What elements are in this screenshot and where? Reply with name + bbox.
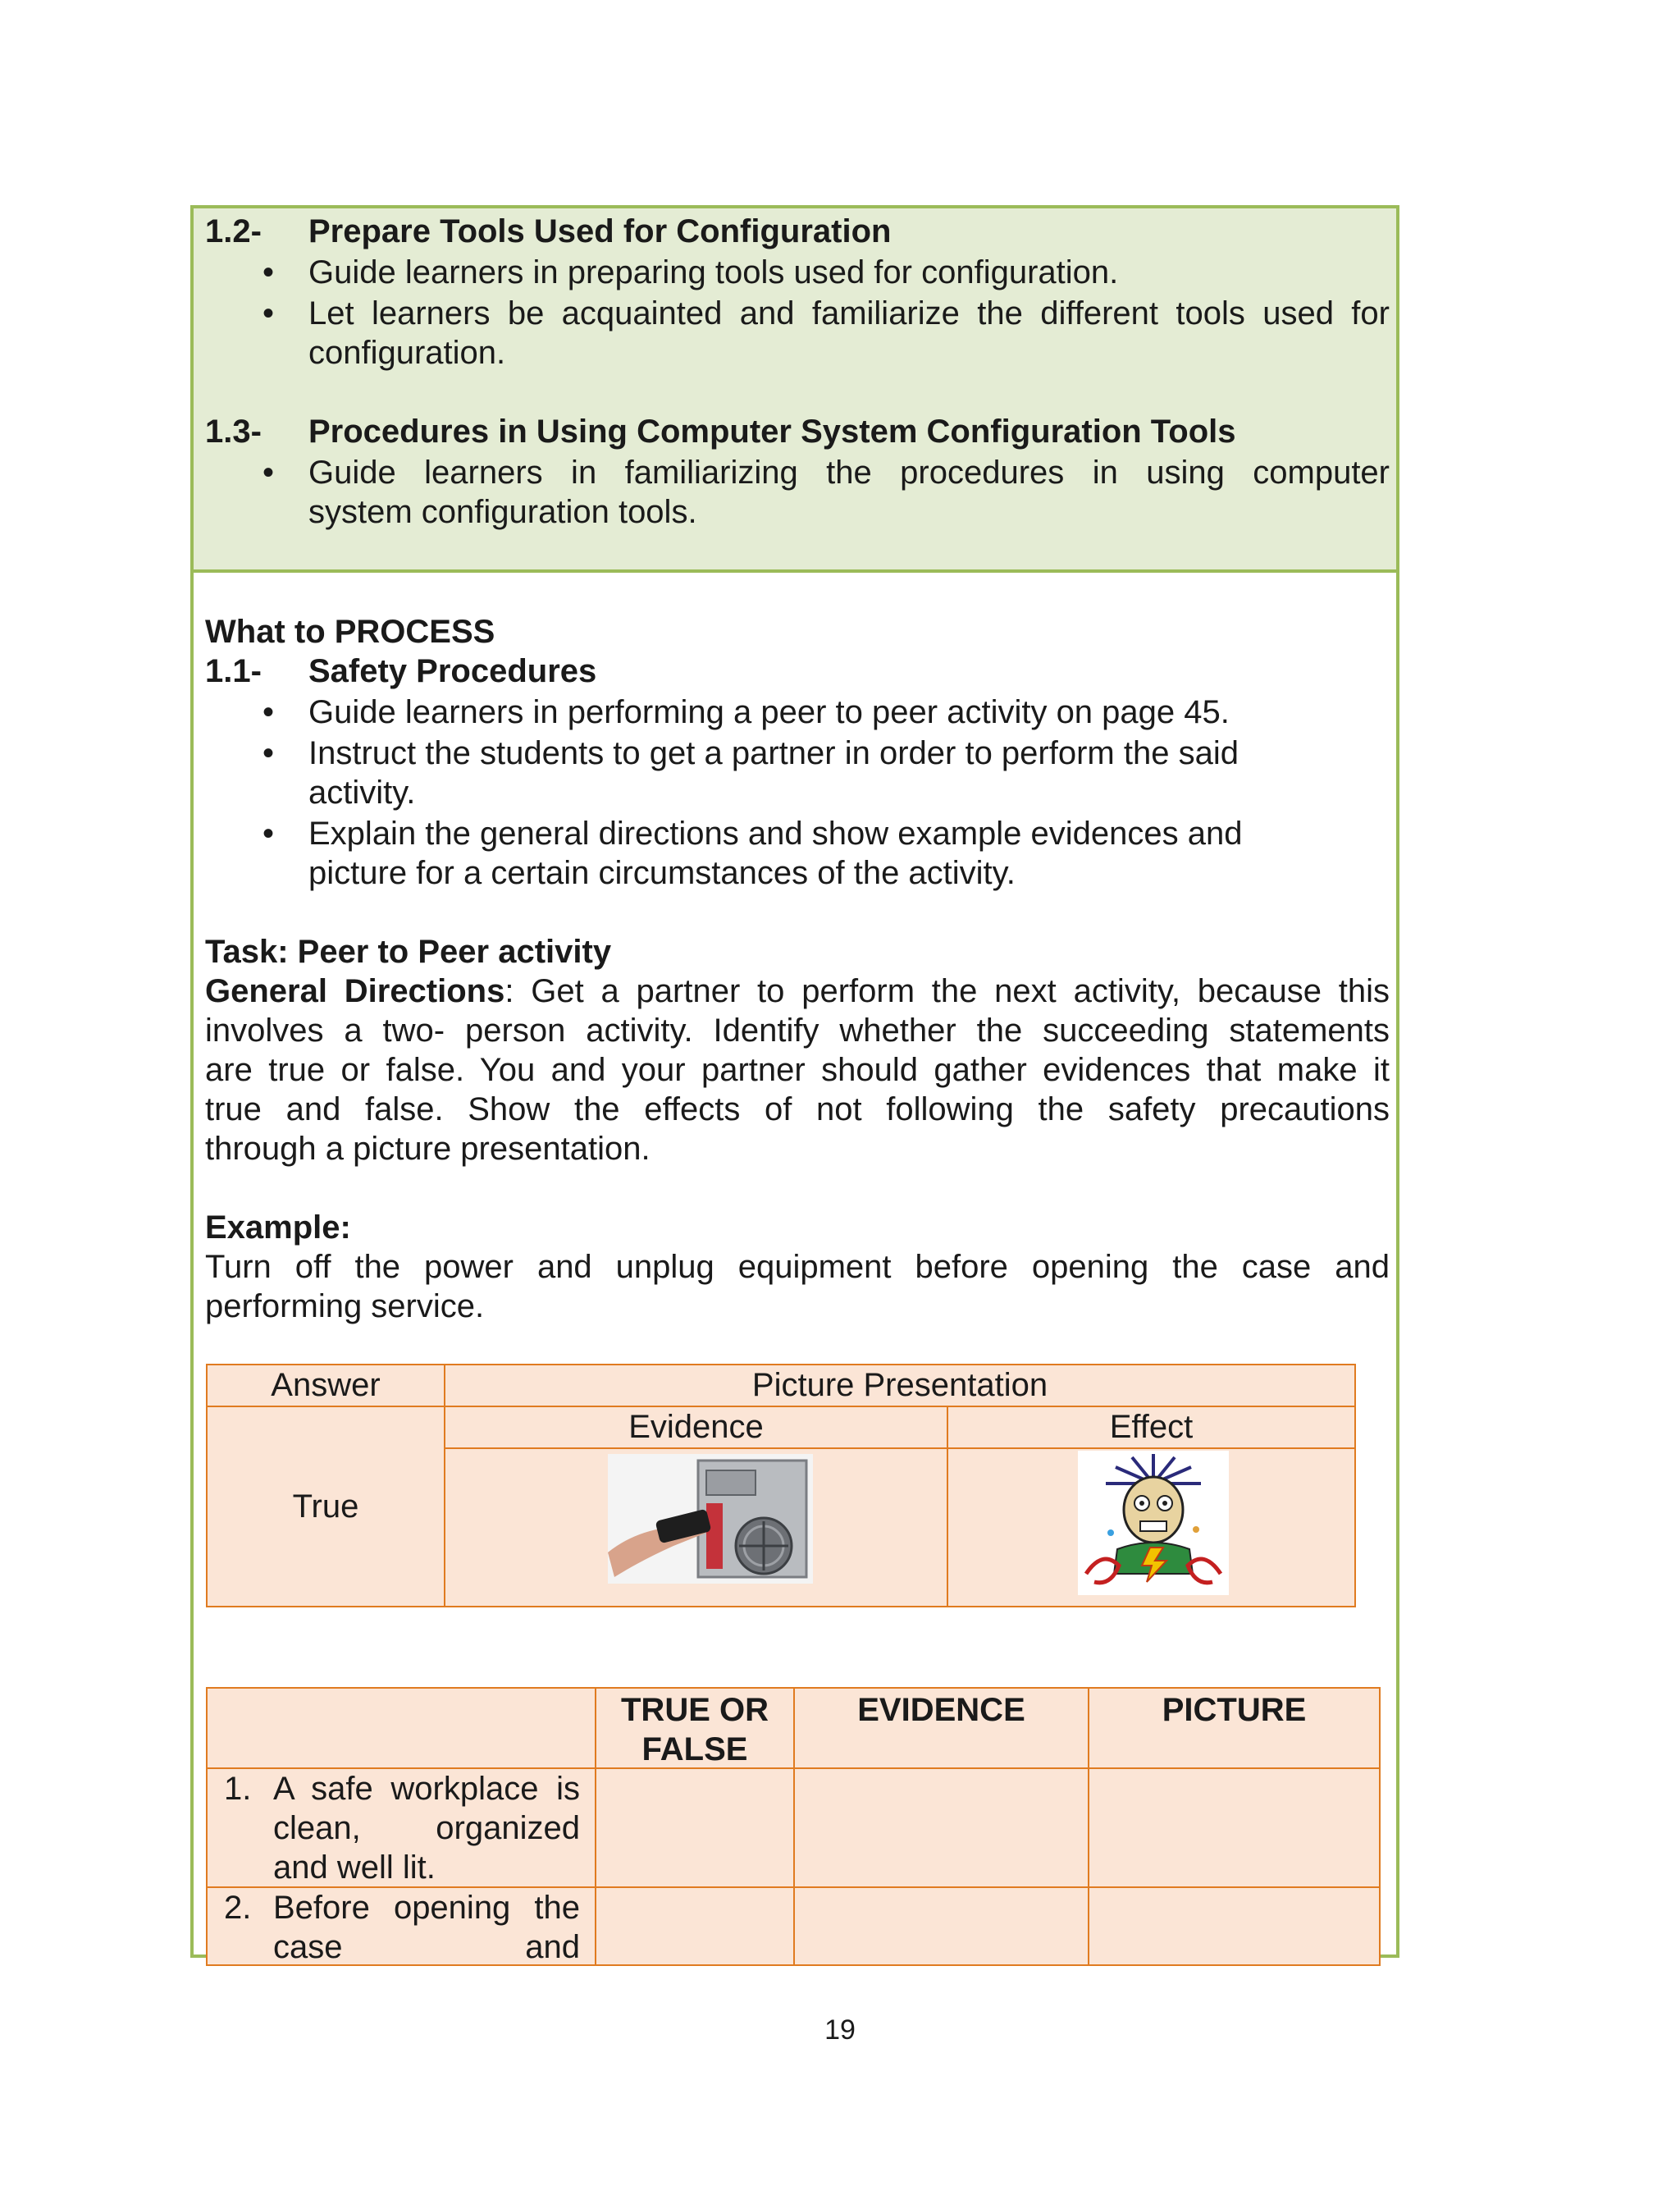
section-title: Safety Procedures [308, 653, 597, 689]
bullet-text: Explain the general directions and show example evidences and [308, 816, 1243, 852]
bullet-text: Guide learners in preparing tools used for configuration. [308, 254, 1119, 290]
section-number: 1.2- [205, 213, 262, 249]
evidence-column-header: EVIDENCE [857, 1692, 1025, 1728]
task-table [206, 1687, 1381, 1966]
bullet-text: configuration. [308, 335, 506, 371]
picture-column-header: PICTURE [1162, 1692, 1307, 1728]
bullet-text: activity. [308, 775, 416, 811]
statement-text: Before opening the [273, 1890, 580, 1926]
unplug-power-supply-image [608, 1454, 813, 1584]
answer-column [208, 1365, 445, 1606]
example-text: performing service. [205, 1288, 485, 1324]
bullet-text: system configuration tools. [308, 494, 697, 530]
bullet-icon: • [262, 295, 275, 331]
statement-text: case and [273, 1929, 580, 1965]
evidence-header-cell [445, 1407, 948, 1449]
section-number: 1.3- [205, 414, 262, 450]
section-number: 1.1- [205, 653, 262, 689]
bullet-icon: • [262, 735, 275, 771]
row-number: 1. [224, 1771, 252, 1807]
bullet-text: Instruct the students to get a partner in order to perform the said [308, 735, 1239, 771]
effect-picture-cell [948, 1449, 1354, 1606]
example-text: Turn off the power and unplug equipment before opening the case and [205, 1249, 1390, 1285]
evidence-header: Evidence [628, 1409, 764, 1445]
bullet-icon: • [262, 254, 275, 290]
directions-line: involves a two- person activity. Identify whether the succeeding statements [205, 1013, 1390, 1049]
page-number: 19 [824, 2014, 856, 2046]
directions-line: are true or false. You and your partner should gather evidences that make it [205, 1052, 1390, 1088]
example-label: Example: [205, 1209, 351, 1246]
bullet-text: Guide learners in familiarizing the procedures in using computer [308, 455, 1390, 491]
bullet-icon: • [262, 816, 275, 852]
divider [1088, 1689, 1089, 1964]
green-section [194, 208, 1396, 573]
picture-presentation-header: Picture Presentation [751, 1367, 1048, 1403]
bullet-text: Guide learners in performing a peer to peer activity on page 45. [308, 694, 1230, 730]
section-title: Prepare Tools Used for Configuration [308, 213, 892, 249]
answer-header: Answer [271, 1367, 381, 1403]
true-or-false-header: TRUE OR FALSE [621, 1692, 769, 1767]
section-title: Procedures in Using Computer System Configuration Tools [308, 414, 1236, 450]
divider [208, 1406, 444, 1407]
statement-text: and well lit. [273, 1849, 436, 1886]
process-heading: What to PROCESS [205, 614, 495, 650]
directions-line: true and false. Show the effects of not following the safety precautions [205, 1091, 1390, 1127]
bullet-text: picture for a certain circumstances of the activity. [308, 855, 1016, 891]
content-frame [190, 205, 1399, 1965]
evidence-picture-cell [445, 1449, 948, 1606]
effect-header-cell [948, 1407, 1354, 1449]
divider [793, 1689, 795, 1964]
directions-line: General Directions: Get a partner to perform the next activity, because this [205, 973, 1390, 1009]
bullet-text: Let learners be acquainted and familiarize the different tools used for [308, 295, 1390, 331]
row-number: 2. [224, 1890, 252, 1926]
effect-header: Effect [1109, 1409, 1194, 1445]
picture-presentation-header-cell [445, 1365, 1354, 1407]
answer-value: True [292, 1488, 359, 1525]
bullet-icon: • [262, 694, 275, 730]
electric-shock-cartoon-image [1078, 1451, 1229, 1595]
example-table [206, 1364, 1356, 1607]
statement-text: A safe workplace is [273, 1771, 580, 1807]
directions-line: through a picture presentation. [205, 1131, 651, 1167]
statement-text: clean, organized [273, 1810, 580, 1846]
bullet-icon: • [262, 455, 275, 491]
task-title: Task: Peer to Peer activity [205, 934, 612, 970]
